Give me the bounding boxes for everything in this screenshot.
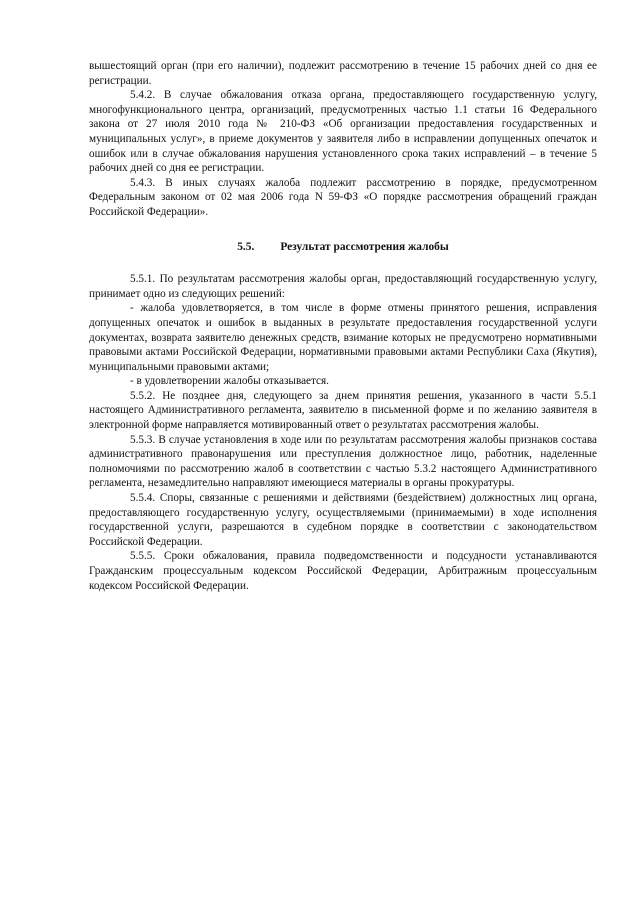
paragraph-5-4-2: 5.4.2. В случае обжалования отказа органа, предоставляющего государственную услугу, многофункционального центра, организаций, предусмотренных частью 1.1 статьи 16 Федерального закона от 27 июля 2010 года № 210-ФЗ «Об организации предоставления государственных и муниципальных услуг», в приеме документов у заявителя либо в исправлении допущенных опечаток и ошибок или в случае обжалования нарушения установленного срока таких исправлений – в течение 5 рабочих дней со дня ее регистрации.: [89, 89, 597, 175]
paragraph-5-5-3: 5.5.3. В случае установления в ходе или по результатам рассмотрения жалобы признаков состава административного правонарушения или преступления должностное лицо, работник, наделенные полномочиями по рассмотрению жалоб в соответствии с частью 5.3.2 настоящего Административного регламента, незамедлительно направляют имеющиеся материалы в органы прокуратуры.: [89, 433, 597, 490]
paragraph-5-5-1: 5.5.1. По результатам рассмотрения жалобы орган, предоставляющий государственную услугу, принимает одно из следующих решений:: [89, 273, 597, 300]
paragraph-5-5-2: 5.5.2. Не позднее дня, следующего за днем принятия решения, указанного в части 5.5.1 настоящего Административного регламента, заявителю в письменной форме и по желанию заявителя в электронной форме направляется мотивированный ответ о результатах рассмотрения жалобы.: [89, 389, 597, 432]
section-number: 5.5.: [237, 240, 255, 253]
section-title: Результат рассмотрения жалобы: [280, 240, 449, 253]
list-item-complaint-satisfied: - жалоба удовлетворяется, в том числе в форме отмены принятого решения, исправления допущенных опечаток и ошибок в выданных в результате предоставления государственной услуги документах, возврата заявителю денежных средств, взимание которых не предусмотрено нормативными правовыми актами Российской Федерации, нормативными правовыми актами Республики Саха (Якутия), муниципальными правовыми актами;: [89, 302, 597, 373]
paragraph-continuation: вышестоящий орган (при его наличии), подлежит рассмотрению в течение 15 рабочих дней со дня ее регистрации.: [89, 60, 597, 87]
paragraph-5-5-5: 5.5.5. Сроки обжалования, правила подведомственности и подсудности устанавливаются Гражданским процессуальным кодексом Российской Федерации, Арбитражным процессуальным кодексом Российской Федерации.: [89, 550, 597, 592]
paragraph-5-5-4: 5.5.4. Споры, связанные с решениями и действиями (бездействием) должностных лиц органа, предоставляющего государственную услугу, осуществляемыми (принимаемыми) в ходе исполнения государственной услуги, разрешаются в судебном порядке в соответствии с законодательством Российской Федерации.: [89, 492, 597, 548]
section-heading: [89, 240, 597, 255]
paragraph-5-4-3: 5.4.3. В иных случаях жалоба подлежит рассмотрению в порядке, предусмотренном Федеральным законом от 02 мая 2006 года N 59-ФЗ «О порядке рассмотрения обращений граждан Российской Федерации».: [89, 176, 597, 218]
document-body: [89, 59, 597, 593]
list-item-complaint-rejected: - в удовлетворении жалобы отказывается.: [130, 375, 329, 388]
